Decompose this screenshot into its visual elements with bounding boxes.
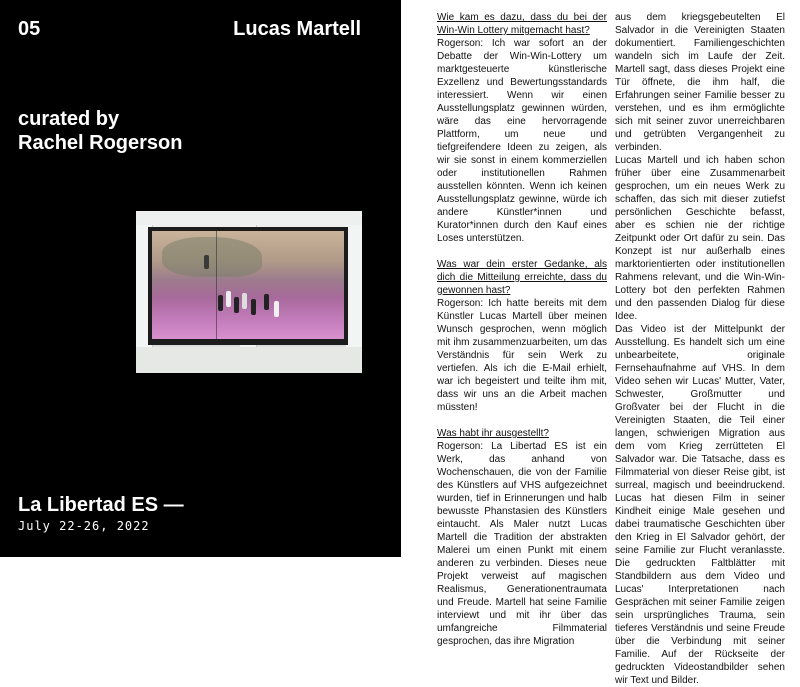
paragraph-2: Lucas Martell und ich haben schon früher über eine Zusammenarbeit gesprochen, um ein neues Werk zu schaffen, das sich mit dieser zutiefst persönlichen Geschichte befasst, aber es schien nie der richtige Zeitpunkt oder Ort dafür zu sein. Das Konzept ist nur außerhalb eines marktorientierten oder institutionellen Rahmens relevant, und die Win-Win-Lottery bot den perfekten Rahmen und den passenden Dialog für diese Idee.: [615, 155, 785, 322]
paragraph-3: Das Video ist der Mittelpunkt der Ausstellung. Es handelt sich um eine unbearbeitete, originale Fernsehaufnahme auf VHS. In dem Video sehen wir Lucas' Mutter, Vater, Schwester, Großmutter und Großvater bei der Flucht in die Vereinigten Staaten, die Teil einer langen, schwierigen Migration aus dem vom Krieg zerrütteten El Salvador war. Die Tatsache, dass es Filmmaterial von dieser Reise gibt, ist surreal, magisch und beeindruckend. Lucas hat diesen Film in seiner Kindheit einige Male gesehen und dabei traumatische Geschichten über den Krieg in El Salvador gehört, der seine Familie zur Flucht veranlasste. Die gedruckten Faltblätter mit Standbildern aus dem Video und Lucas' Interpretationen nach Gesprächen mit seiner Familie zeigen sein ursprüngliches Trauma, sein tieferes Verständnis und seine Freude über die Verbindung mit seiner Familie. Auf der Rückseite der gedruckten Videostandbilder sehen wir Text und Bilder.: [615, 324, 785, 686]
curator-name: Rachel Rogerson: [18, 132, 183, 154]
curated-by-label: curated by: [18, 108, 120, 130]
left-page: [0, 0, 401, 557]
video-still: [152, 231, 344, 339]
answer-3: Rogerson: La Libertad ES ist ein Werk, das anhand von Wochenschauen, die von der Familie des Künstlers auf VHS aufgezeichnet wurden, tief in Erinnerungen und halb bewusste Phanstasien des Künstlers eintaucht. Als Maler nutzt Lucas Martell die Tradition der abstrakten Malerei um einen Punkt mit einem anderen zu verbinden. Dieses neue Projekt verweist auf magischen Realismus, Generationentraumata und Freude. Martell hat seine Familie interviewt und mit ihr über das umfangreiche Filmmaterial gesprochen, das ihre Migration: [437, 441, 607, 647]
video-monitor: [148, 227, 348, 345]
text-column-2: [615, 11, 785, 687]
artist-name: Lucas Martell: [233, 18, 361, 40]
question-1: Wie kam es dazu, dass du bei der Win-Win Lottery mitgemacht hast?: [437, 12, 607, 36]
paragraph-1: aus dem kriegsgebeutelten El Salvador in die Vereinigten Staaten dokumentiert. Familiengeschichten wandeln sich im Laufe der Zeit. Martell sagt, dass dieses Projekt eine Tür öffnete, die ihm half, die Erfahrungen seiner Familie besser zu verstehen, und es ihm ermöglichte sich mit seiner zuvor unerreichbaren und getrübten Vergangenheit zu verbinden.: [615, 12, 785, 153]
exhibition-photo: [136, 211, 362, 373]
exhibition-date: July 22-26, 2022: [18, 519, 150, 533]
exhibition-title: La Libertad ES —: [18, 494, 184, 516]
curator-credit: [18, 107, 182, 155]
answer-2: Rogerson: Ich hatte bereits mit dem Künstler Lucas Martell über meinen Wunsch gesprochen, wenn möglich mit ihm zusammenzuarbeiten, um das Verständnis für sein Werk zu vertiefen. Als ich die E-Mail erhielt, war ich begeistert und teilte ihm mit, dass wir uns an die Arbeit machen müssten!: [437, 298, 607, 413]
page-number: 05: [18, 18, 41, 40]
question-2: Was war dein erster Gedanke, als dich die Mitteilung erreichte, dass du gewonnen hast?: [437, 259, 607, 296]
text-column-1: [437, 11, 607, 648]
answer-1: Rogerson: Ich war sofort an der Debatte der Win-Win-Lottery um marktgesteuerte künstlerische Exzellenz und Bewertungsstandards interessiert. Wenn wir einen Ausstellungsplatz gewinnen würden, wäre das eine hervorragende Plattform, um neue und tiefgreifendere Ideen zu zeigen, als wir sie sonst in einem kommerziellen oder institutionellen Rahmen ausstellen könnten. Wenn ich keinen Ausstellungsplatz gewinne, würde ich andere Künstler*innen und Kurator*innen durch den Kauf eines Loses unterstützen.: [437, 38, 607, 244]
question-3: Was habt ihr ausgestellt?: [437, 428, 549, 439]
